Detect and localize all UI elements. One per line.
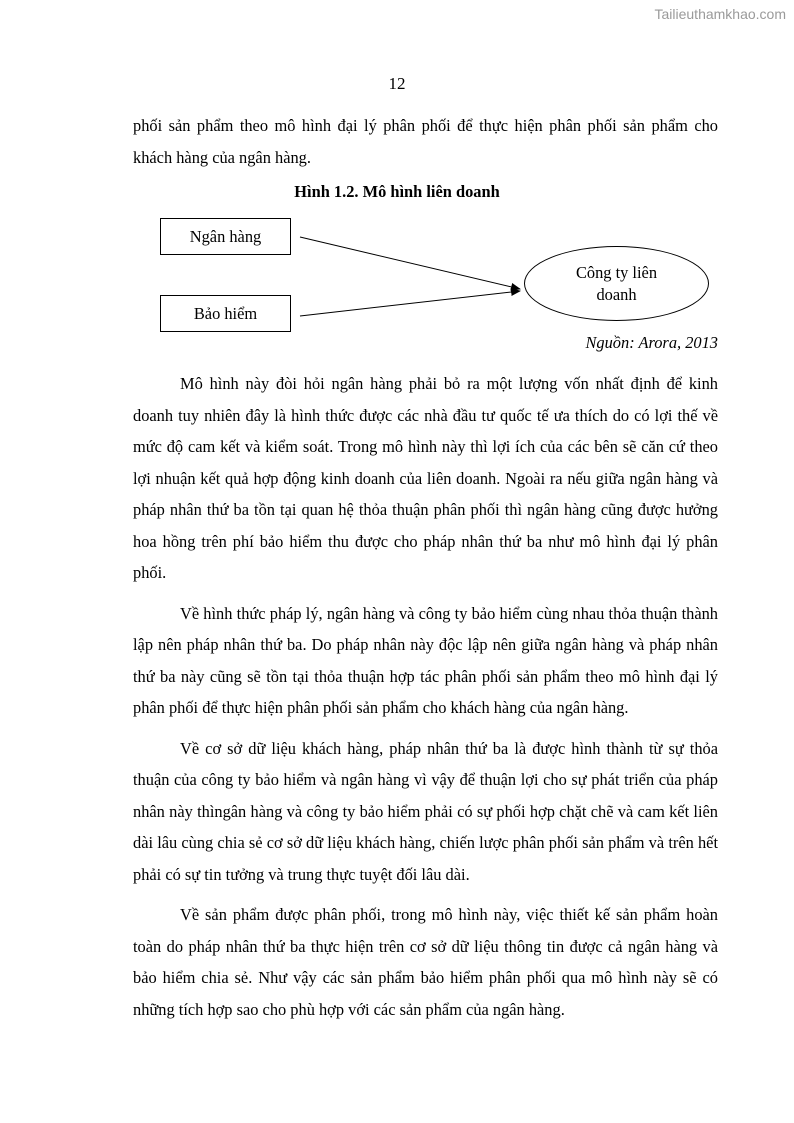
figure-source: Nguồn: Arora, 2013 — [585, 333, 718, 352]
joint-venture-label: Công ty liên doanh — [575, 262, 658, 304]
intro-section — [133, 110, 718, 173]
arrow-insurance-to-venture — [300, 291, 520, 316]
intro-paragraph: phối sản phẩm theo mô hình đại lý phân phối để thực hiện phân phối sản phẩm cho khách hàng của ngân hàng. — [133, 116, 718, 167]
arrow-bank-to-venture — [300, 237, 520, 289]
paragraph: Về sản phẩm được phân phối, trong mô hình này, việc thiết kế sản phẩm hoàn toàn do pháp nhân thứ ba thực hiện trên cơ sở dữ liệu thông tin được cả ngân hàng và bảo hiểm chia sẻ. Như vậy các sản phẩm bảo hiểm phân phối qua mô hình này sẽ có những tích hợp sao cho phù hợp với các sản phẩm của ngân hàng. — [133, 905, 718, 1019]
figure-title: Hình 1.2. Mô hình liên doanh — [294, 182, 500, 201]
watermark: Tailieuthamkhao.com — [654, 6, 786, 22]
bank-box-label: Ngân hàng — [189, 226, 262, 246]
joint-venture-ellipse — [524, 246, 709, 321]
bank-box — [160, 218, 291, 255]
paragraph: Về hình thức pháp lý, ngân hàng và công ty bảo hiểm cùng nhau thỏa thuận thành lập nên pháp nhân thứ ba. Do pháp nhân này độc lập nên giữa ngân hàng và pháp nhân thứ ba này cũng sẽ tồn tại thỏa thuận hợp tác phân phối sản phẩm theo mô hình đại lý phân phối để thực hiện phân phối sản phẩm cho khách hàng của ngân hàng. — [133, 603, 718, 717]
paragraph: Mô hình này đòi hỏi ngân hàng phải bỏ ra một lượng vốn nhất định để kinh doanh tuy nhiên đây là hình thức được các nhà đầu tư quốc tế ưa thích do có lợi thế về mức độ cam kết và kiểm soát. Trong mô hình này thì lợi ích của các bên sẽ căn cứ theo lợi nhuận kết quả hợp động kinh doanh của liên doanh. Ngoài ra nếu giữa ngân hàng và pháp nhân thứ ba tồn tại quan hệ thỏa thuận phân phối thì ngân hàng cũng được hưởng hoa hồng trên phí bảo hiểm thu được cho pháp nhân thứ ba như mô hình đại lý phân phối. — [133, 374, 718, 582]
body-section — [133, 368, 718, 1034]
paragraph: Về cơ sở dữ liệu khách hàng, pháp nhân thứ ba là được hình thành từ sự thỏa thuận của công ty bảo hiểm và ngân hàng vì vậy để thuận lợi cho sự phát triển của pháp nhân này thìngân hàng và công ty bảo hiểm phải có sự phối hợp chặt chẽ và cam kết liên dài lâu cùng chia sẻ cơ sở dữ liệu khách hàng, chiến lược phân phối sản phẩm và trên hết phải có sự tin tưởng và trung thực tuyệt đối lâu dài. — [133, 738, 718, 884]
insurance-box — [160, 295, 291, 332]
page-number: 12 — [388, 74, 406, 93]
insurance-box-label: Bảo hiểm — [193, 303, 258, 323]
